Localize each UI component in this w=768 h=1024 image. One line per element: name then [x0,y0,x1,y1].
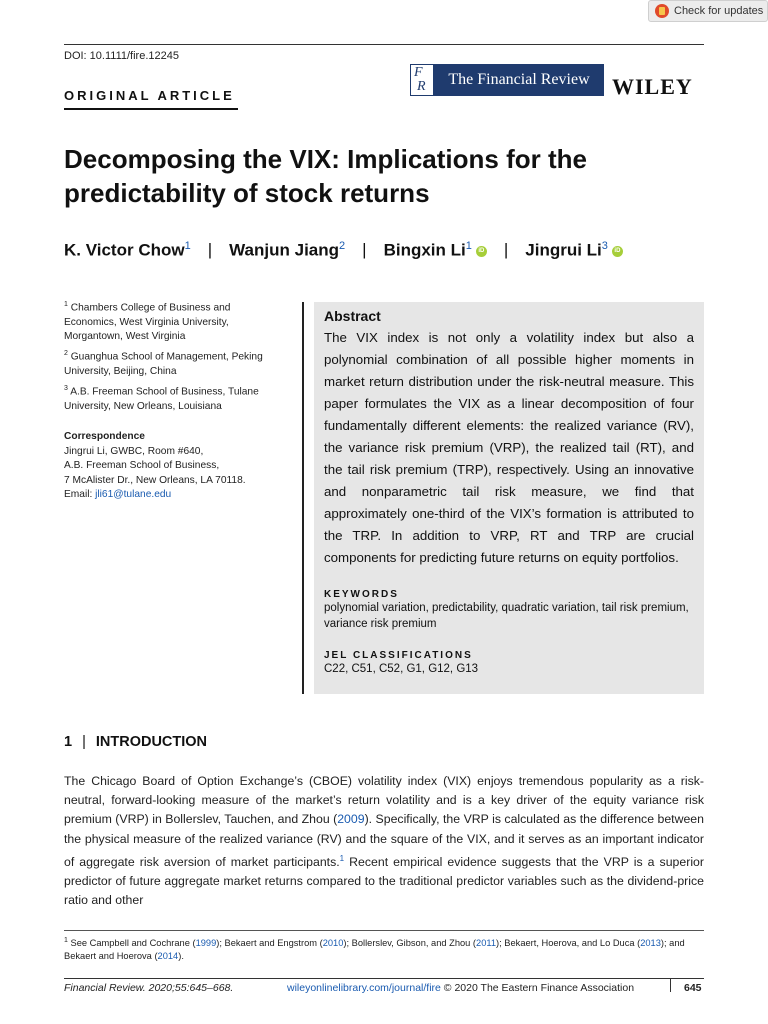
intro-paragraph: The Chicago Board of Option Exchange’s (CBOE) volatility index (VIX) enjoys tremendous popularity as a risk-neutral, forward-looking measure of the market’s return volatility and is a key driver of the equity variance risk premium (VRP) in Bollerslev, Tauchen, and Zhou (2009). Specifically, the VRP is calculated as the difference between the physical measure of the realized variance (RV) and the square of the VIX, and it serves as an important indicator of aggregate risk aversion of market participants.$^1$ Recent empirical evidence suggests that the VRP is a superior predictor of future aggregate market returns compared to the traditional predictor variables such as the dividend-price ratio and other [64,774,704,908]
doi: DOI: 10.1111/fire.12245 [64,50,179,62]
journal-url-link[interactable]: wileyonlinelibrary.com/journal/fire [287,982,441,994]
footer-citation: Financial Review. 2020;55:645–668. [64,982,234,994]
abstract-side-rule [302,302,304,694]
author[interactable]: Jingrui Li$^3$ iD [525,240,623,261]
footer-source: wileyonlinelibrary.com/journal/fire © 2020 The Eastern Finance Association [287,982,635,994]
footnote: $^1$ See Campbell and Cochrane (1999); Bekaert and Engstrom (2010); Bollerslev, Gibson, and Zhou (2011); Bekaert, Hoerova, and Lo Duca (2013); and Bekaert and Hoerova (2014). [64,937,685,962]
correspondence-line: 7 McAlister Dr., New Orleans, LA 70118. [64,474,246,486]
affiliation: $^2$ Guanghua School of Management, Peking University, Beijing, China [64,350,263,377]
citation-link[interactable]: 2011 [476,938,497,949]
correspondence-heading: Correspondence [64,431,145,442]
correspondence-line: Jingrui Li, GWBC, Room #640, [64,445,204,457]
citation-link[interactable]: 2013 [640,938,661,949]
footer-rule [64,978,704,979]
correspondence-line: A.B. Freeman School of Business, [64,460,220,471]
email-link[interactable]: jli61@tulane.edu [95,489,172,500]
correspondence [64,430,284,503]
author[interactable]: Wanjun Jiang$^2$ [229,240,346,260]
journal-logo-mark [410,64,434,96]
citation-link[interactable]: 2009 [337,812,365,827]
article-type-underline [64,108,238,110]
affiliation: $^3$ A.B. Freeman School of Business, Tulane University, New Orleans, Louisiana [64,385,259,412]
footer-divider [670,978,671,992]
author-list: K. Victor Chow$^1$ | Wanjun Jiang$^2$ | Bingxin Li$^1$ iD | Jingrui Li$^3$ iD [64,240,623,261]
keywords-text: polynomial variation, predictability, quadratic variation, tail risk premium, variance risk premium [324,602,689,630]
article-type: ORIGINAL ARTICLE [64,88,235,103]
page-number: 645 [684,982,702,994]
author[interactable]: K. Victor Chow$^1$ [64,240,191,260]
jel-heading: JEL CLASSIFICATIONS [324,650,473,661]
affiliation: $^1$ Chambers College of Business and Economics, West Virginia University, Morgantown, West Virginia [64,301,231,343]
keywords-heading: KEYWORDS [324,589,399,600]
check-for-updates-label: Check for updates [674,5,764,17]
correspondence-email: Email: jli61@tulane.edu [64,489,172,500]
author[interactable]: Bingxin Li$^1$ iD [384,240,487,261]
crossmark-icon [655,4,669,18]
header-rule [64,44,704,45]
section-heading: 1 | INTRODUCTION [64,734,208,750]
abstract-heading: Abstract [324,308,381,324]
citation-link[interactable]: 2014 [157,951,179,962]
logo-letter-f: F [414,65,423,80]
footnote-ref-link[interactable]: 1 [339,853,345,863]
abstract-text: The VIX index is not only a volatility index but also a polynomial combination of all possible higher moments in market return distribution under the risk-neutral measure. This paper formulates the VIX as a linear decomposition of four fundamentally different elements: the realized variance (RV), the variance risk premium (VRP), the realized tail (RT), and the tail risk premium (TRP), respectively. Using an innovative and nonparametric tail risk measure, we find that approximately one-third of the VIX’s formation is attributed to the TRP. In addition to VRP, RT and TRP are crucial components for predicting future returns on equity portfolios. [324,330,694,565]
orcid-icon[interactable]: iD [476,246,487,257]
journal-logo [410,64,604,96]
publisher-logo: WILEY [612,74,693,99]
journal-name: The Financial Review [434,64,604,96]
abstract-box [314,302,704,694]
check-for-updates-button[interactable] [648,0,768,22]
article-title: Decomposing the VIX: Implications for the predictability of stock returns [64,144,587,208]
logo-letter-r: R [417,79,426,94]
citation-link[interactable]: 2010 [322,938,344,949]
orcid-icon[interactable]: iD [612,246,623,257]
footnote-rule [64,930,704,931]
citation-link[interactable]: 1999 [195,938,217,949]
jel-text: C22, C51, C52, G1, G12, G13 [324,663,479,675]
